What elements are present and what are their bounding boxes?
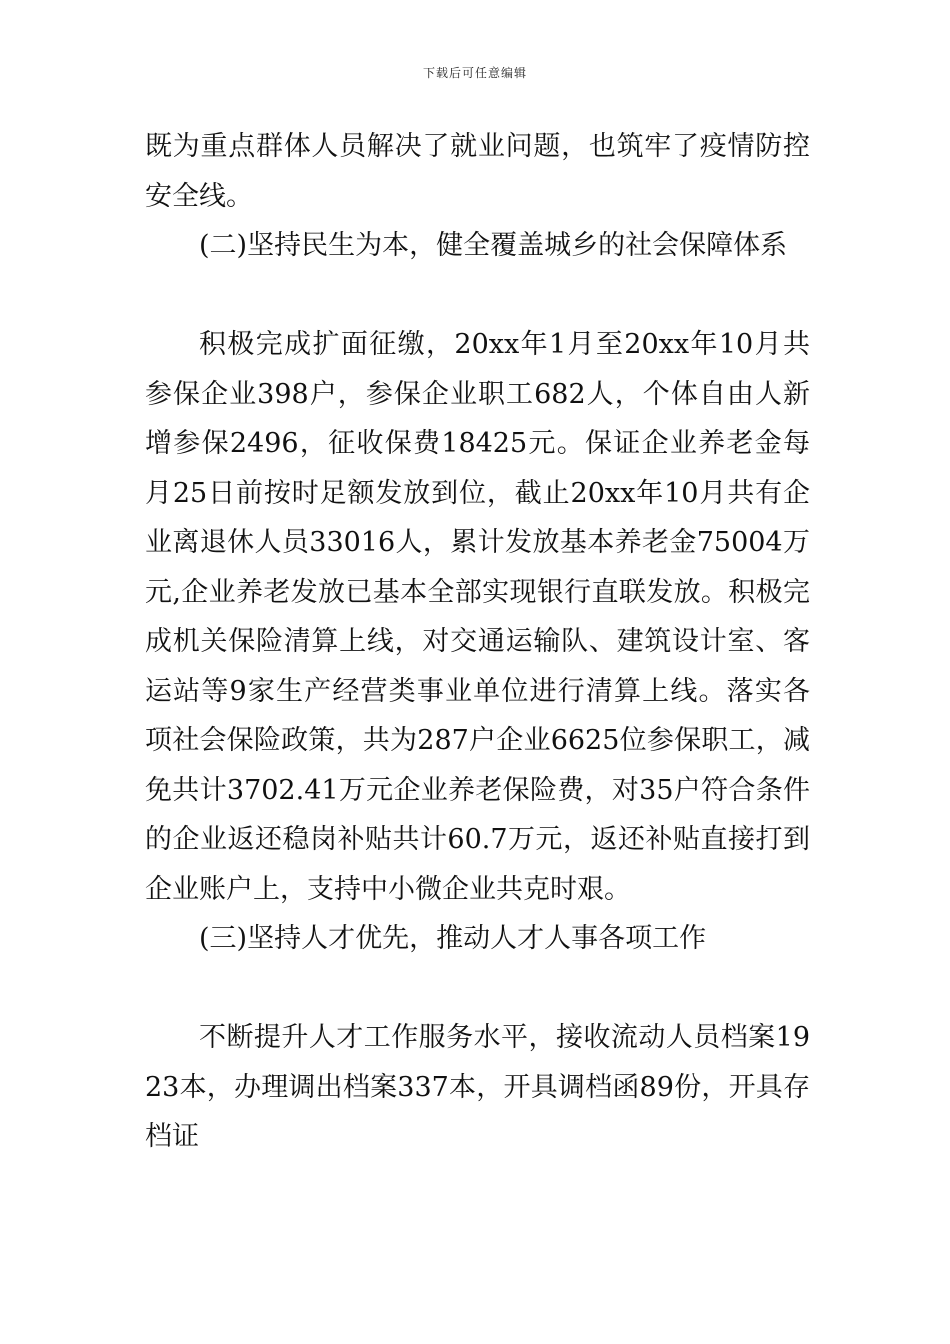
section-heading-3: (三)坚持人才优先，推动人才人事各项工作 bbox=[199, 923, 707, 954]
section-heading-2: (二)坚持民生为本，健全覆盖城乡的社会保障体系 bbox=[199, 230, 788, 261]
document-body bbox=[145, 122, 810, 1162]
paragraph-social-security: 积极完成扩面征缴，20xx年1月至20xx年10月共参保企业398户，参保企业职工682人，个体自由人新增参保2496，征收保费18425元。保证企业养老金每月25日前按时足额发放到位，截止20xx年10月共有企业离退休人员33016人，累计发放基本养老金75004万元,企业养老发放已基本全部实现银行直联发放。积极完成机关保险清算上线，对交通运输队、建筑设计室、客运站等9家生产经营类事业单位进行清算上线。落实各项社会保险政策，共为287户企业6625位参保职工，减免共计3702.41万元企业养老保险费，对35户符合条件的企业返还稳岗补贴共计60.7万元，返还补贴直接打到企业账户上，支持中小微企业共克时艰。 bbox=[145, 329, 810, 905]
paragraph-continuation: 既为重点群体人员解决了就业问题，也筑牢了疫情防控安全线。 bbox=[145, 131, 810, 212]
page-header-note: 下载后可任意编辑 bbox=[422, 66, 527, 80]
paragraph-talent-service: 不断提升人才工作服务水平，接收流动人员档案1923本，办理调出档案337本，开具调档函89份，开具存档证 bbox=[145, 1022, 810, 1152]
